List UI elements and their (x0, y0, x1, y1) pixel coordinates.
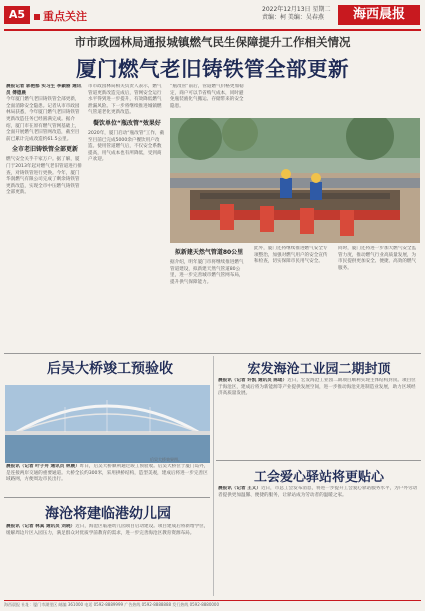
stations-byline: 晨报讯（记者 王义） (218, 486, 261, 491)
lead-photo (170, 118, 420, 243)
section-divider (4, 353, 421, 354)
metro-text: 近日，海沧区临港幼儿园项目启动建设。项目建成后将新增学位，缓解周边片区入园压力，满足群众对优质学前教育的需求，进一步完善海沧区教育资源布局。 (6, 524, 209, 536)
lead-col3b-text: 据介绍，明年厦门市将继续推进燃气管道建设，拟新建天然气管道80公里，进一步完善城市燃气管网布局，提升供气保障能力。 (170, 260, 244, 285)
park-story-title: 宏发海沧工业园二期封顶 (247, 362, 391, 377)
lead-byline: 晨报记者 郭艳都 实习生 李颖丽 通讯员 傅德晨 (6, 84, 82, 96)
stations-story-body (218, 486, 418, 594)
column-divider (213, 356, 214, 596)
lead-column-5 (338, 246, 418, 350)
bridge-story-body (6, 464, 210, 494)
lead-col1b-text: 燃气安全关乎千家万户。据了解，厦门于2013年起对燃气老旧管道进行排查，对铸铁管进行更换。今年，厦门华润燃气有限公司完成了剩余铸铁管更新改造，实现全市中压燃气铸铁管全部更新。 (6, 157, 83, 196)
construction-scene-image (170, 118, 420, 243)
stations-story-title: 工会爱心驿站将更贴心 (253, 470, 384, 485)
bridge-text: 昨日，后吴大桥顺利通过竣工预验收。后吴大桥位于厦门岛外，是连接两岸交通的重要通道。大桥全长约300米，采用拱桥结构，造型美观，建成后将进一步完善区域路网，方便周边市民出行。 (6, 464, 209, 483)
park-story-body (218, 378, 418, 456)
stations-text: 近日，市总工会发布消息，将进一步提升工会爱心驿站服务水平，为户外劳动者提供更加温馨、便捷的服务，让驿站成为劳动者的温暖之家。 (218, 486, 418, 498)
page-footer: 海西晨报 社址：厦门市湖里区 邮编 361000 电话 0592-8889999 广告热线 0592-8888888 发行热线 0592-8880000 (4, 600, 421, 610)
header-rule (4, 29, 421, 31)
lead-column-3b (170, 246, 248, 350)
lead-col3-text: “瓶改管”前后，管道燃气价格更加稳定，商户可以节省购气成本，同时避免瓶装液化气搬运、存储带来的安全隐患。 (170, 84, 244, 109)
lead-kicker: 市市政园林局通报城镇燃气民生保障提升工作相关情况 (74, 35, 351, 49)
lead-headline: 厦门燃气老旧铸铁管全部更新 (76, 57, 349, 81)
park-divider (216, 460, 421, 461)
bridge-byline: 晨报讯（记者 叶子舟 通讯员 林晨） (6, 464, 80, 469)
page-number: A5 (4, 6, 30, 24)
park-text: 近日，宏发海沧工业园二期项目顺利实现主体结构封顶。项目位于海沧区，建成后将为新能源等产业提供发展空间，进一步推动海沧先进制造业发展，助力区域经济高质量发展。 (218, 378, 416, 397)
lead-column-3 (170, 84, 248, 116)
park-byline: 晨报讯（记者 许凯 通讯员 陈瑶） (218, 378, 288, 383)
lead-subhead-1: 全市老旧铸铁管全部更新 (11, 146, 78, 154)
issue-date: 2022年12月13日 星期二 (262, 6, 331, 13)
lead-column-4 (254, 246, 332, 350)
lead-col2-text: 市市政园林局相关负责人表示，燃气管道更新改造完成后，管网安全运行水平得到进一步提升，有效降低燃气泄漏风险。下一步将继续推进城镇燃气管道老化更新改造。 (88, 84, 162, 116)
page-header (0, 0, 425, 30)
date-info (262, 6, 332, 22)
metro-story-body (6, 524, 210, 596)
metro-story-title: 海沧将建临港幼儿园 (45, 506, 171, 522)
metro-byline: 晨报讯（记者 林真 通讯员 刘晓） (6, 524, 76, 529)
newspaper-logo: 海西晨报 (338, 5, 420, 25)
metro-divider (4, 497, 210, 498)
section-title: 重点关注 (34, 8, 87, 24)
lead-subhead-2: 餐饮单位“瓶改管”效果好 (93, 119, 161, 127)
section-marker-icon (34, 14, 40, 20)
bridge-photo (5, 385, 210, 463)
bridge-caption: 后吴大桥效果图。 (150, 457, 182, 462)
bridge-story-title: 后吴大桥竣工预验收 (47, 361, 173, 377)
lead-col5-text: 同时，厦门还将进一步加大燃气安全监管力度，推动燃气行业高质量发展，为市民提供更加安全、便捷、高效的燃气服务。 (338, 246, 417, 271)
lead-col2b-text: 2020年，厦门启动“瓶改管”工作，截至目前已完成5000余户餐饮用户改造。使用管道燃气后，不仅安全系数提高，用气成本也有所降低，受到商户欢迎。 (88, 130, 165, 163)
bridge-image (5, 385, 210, 463)
lead-column-1 (6, 84, 84, 349)
lead-col4-text: 此外，厦门还将继续推进燃气安全专项整治，加强对燃气用户的安全宣传和检查，切实保障市民用气安全。 (254, 246, 328, 265)
editor-credit: 责编：柯 美编：吴春燕 (262, 14, 324, 21)
lead-col1-text: 今年厦门燃气老旧铸铁管全部更新，全面消除安全隐患。记者从市市政园林局获悉，今年厦门燃气老旧铸铁管更新改造任务已经圆满完成。据介绍，厦门市在原有燃气管网基础上，全面开展燃气老旧管网改造，截至目前已累计完成改造约61.5公里。 (6, 97, 80, 142)
lead-column-2 (88, 84, 166, 349)
lead-subhead-3: 拟新建天然气管道80公里 (174, 249, 244, 256)
